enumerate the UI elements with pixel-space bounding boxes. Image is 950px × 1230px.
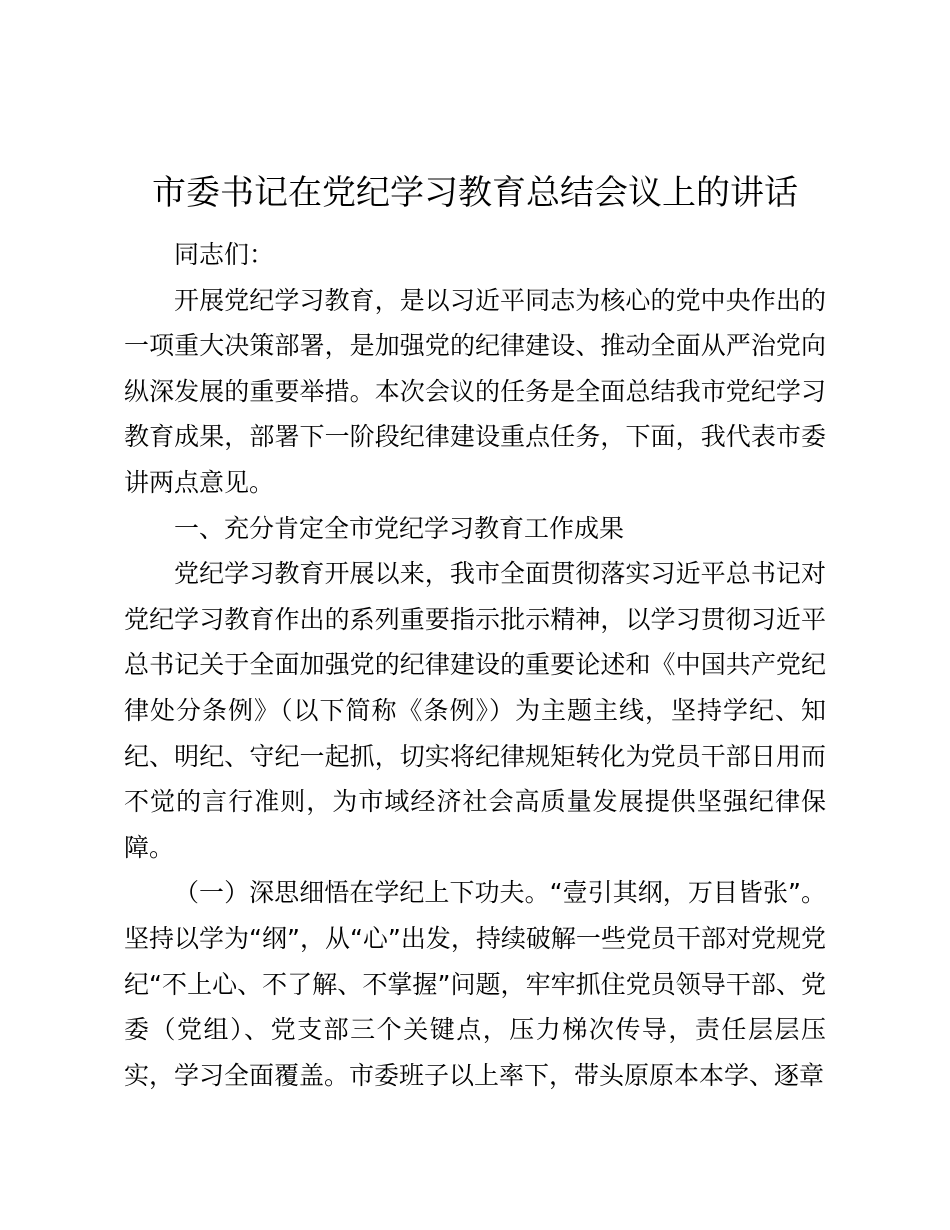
document-title: 市委书记在党纪学习教育总结会议上的讲话 [152,173,798,213]
section-heading: 一、充分肯定全市党纪学习教育工作成果 [174,513,625,543]
intro-paragraph: 开展党纪学习教育，是以习近平同志为核心的党中央作出的一项重大决策部署，是加强党的纪律建设、推动全面从严治党向纵深发展的重要举措。本次会议的任务是全面总结我市党纪学习教育成果，部署下一阶段纪律建设重点任务，下面，我代表市委讲两点意见。 [124,285,826,497]
subsection-paragraph: （一）深思细悟在学纪上下功夫。“壹引其纲，万目皆张”。坚持以学为“纲”，从“心”出发，持续破解一些党员干部对党规党纪“不上心、不了解、不掌握”问题，牢牢抓住党员领导干部、党委（党组）、党支部三个关键点，压力梯次传导，责任层层压实，学习全面覆盖。市委班子以上率下，带头原原本本学、逐章 [124,878,826,1090]
salutation-paragraph: 同志们： [174,240,275,269]
document-body [124,232,826,1098]
body-paragraph: 党纪学习教育开展以来，我市全面贯彻落实习近平总书记对党纪学习教育作出的系列重要指示批示精神，以学习贯彻习近平总书记关于全面加强党的纪律建设的重要论述和《中国共产党纪律处分条例》（以下简称《条例》）为主题主线，坚持学纪、知纪、明纪、守纪一起抓，切实将纪律规矩转化为党员干部日用而不觉的言行准则，为市域经济社会高质量发展提供坚强纪律保障。 [124,559,826,862]
